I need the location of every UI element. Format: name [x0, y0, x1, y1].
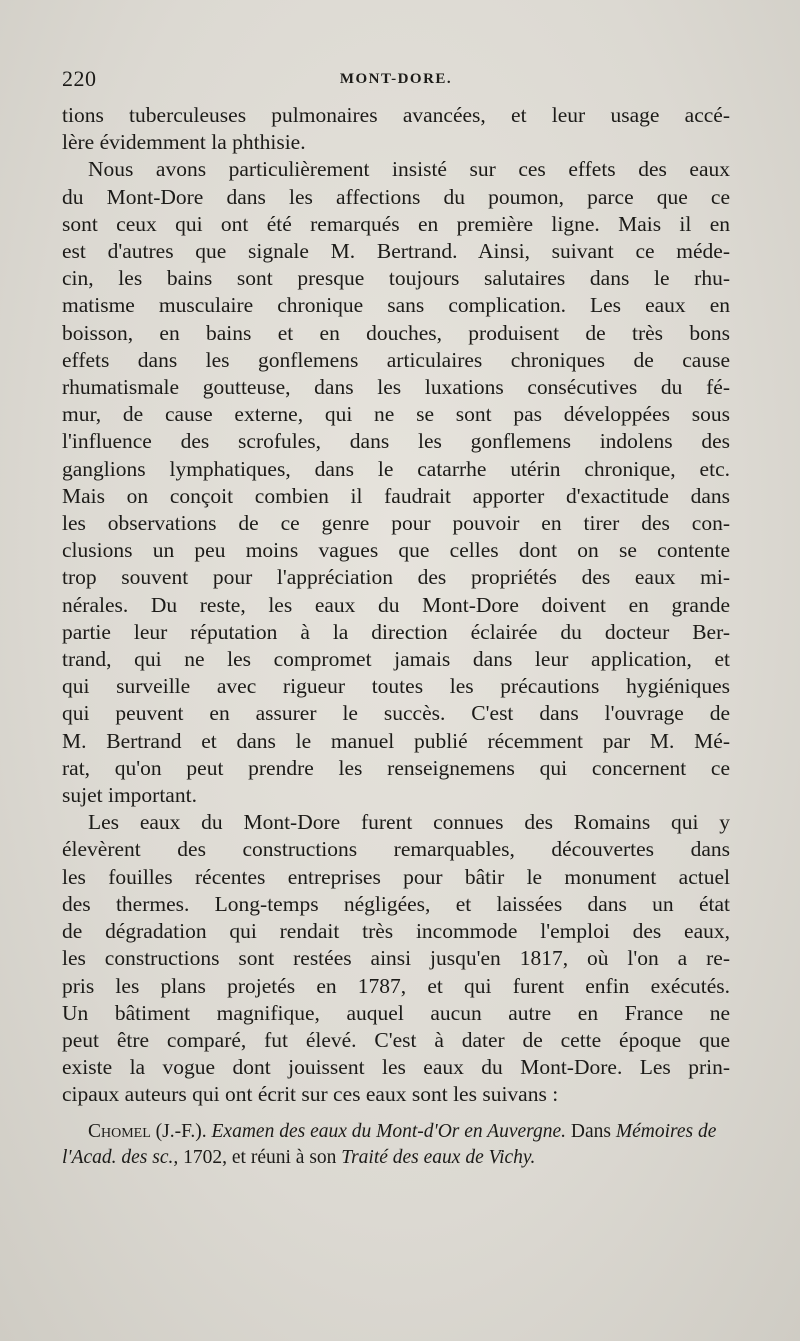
text-line: M. Bertrand et dans le manuel publié récemment par M. Mé- — [62, 728, 730, 753]
text-line: Nous avons particulièrement insisté sur ces effets des eaux — [88, 157, 730, 182]
text-line: rhumatismale goutteuse, dans les luxations consécutives du fé- — [62, 375, 730, 400]
text-line: trand, qui ne les compromet jamais dans leur application, et — [62, 647, 730, 672]
bibliography-year: 1702, et réuni à son — [183, 1146, 337, 1168]
text-line: boisson, en bains et en douches, produisent de très bons — [62, 320, 730, 345]
text-line: lère évidemment la phthisie. — [62, 130, 306, 155]
text-line: de dégradation qui rendait très incommode l'emploi des eaux, — [62, 919, 730, 944]
text-line: trop souvent pour l'appréciation des propriétés des eaux mi- — [62, 565, 730, 590]
text-line: peut être comparé, fut élevé. C'est à dater de cette époque que — [62, 1027, 730, 1052]
paragraph-continuation — [62, 102, 730, 156]
text-line: Les eaux du Mont-Dore furent connues des Romains qui y — [88, 810, 730, 835]
text-line: des thermes. Long-temps négligées, et laissées dans un état — [62, 891, 730, 916]
paragraph-history — [62, 809, 730, 1108]
bibliography-second-work: Traité des eaux de — [341, 1146, 484, 1168]
text-line: tions tuberculeuses pulmonaires avancées, et leur usage accé- — [62, 103, 730, 127]
text-line: sujet important. — [62, 783, 197, 808]
text-line: existe la vogue dont jouissent les eaux du Mont-Dore. Les prin- — [62, 1055, 730, 1080]
bibliography-title: Examen des eaux du Mont-d'Or en Auvergne. — [211, 1120, 567, 1142]
body-text — [62, 102, 730, 1171]
text-line: nérales. Du reste, les eaux du Mont-Dore doivent en grande — [62, 592, 730, 617]
bibliography-collection: Mémoires de l'Acad. des sc., — [62, 1120, 717, 1168]
text-line: est d'autres que signale M. Bertrand. Ainsi, suivant ce méde- — [62, 239, 730, 264]
text-line: ganglions lymphatiques, dans le catarrhe utérin chronique, etc. — [62, 456, 730, 481]
text-line: clusions un peu moins vagues que celles dont on se contente — [62, 538, 730, 563]
bibliography-author: Chomel (J.-F.). — [88, 1120, 207, 1142]
text-line: les observations de ce genre pour pouvoir en tirer des con- — [62, 511, 730, 536]
bibliography-second-work-end: Vichy. — [488, 1146, 536, 1168]
text-line: Mais on conçoit combien il faudrait apporter d'exactitude dans — [62, 483, 730, 508]
bibliography-entry — [62, 1119, 730, 1171]
text-line: Un bâtiment magnifique, auquel aucun autre en France ne — [62, 1000, 730, 1025]
text-line: matisme musculaire chronique sans complication. Les eaux en — [62, 293, 730, 318]
text-line: cipaux auteurs qui ont écrit sur ces eaux sont les suivans : — [62, 1082, 559, 1107]
page-header — [62, 66, 730, 96]
running-title: MONT-DORE. — [339, 71, 453, 87]
text-line: qui peuvent en assurer le succès. C'est dans l'ouvrage de — [62, 701, 730, 726]
text-line: qui surveille avec rigueur toutes les précautions hygiéniques — [62, 674, 730, 699]
bibliography-in: Dans — [570, 1120, 611, 1142]
text-line: rat, qu'on peut prendre les renseignemens qui concernent ce — [62, 755, 730, 780]
text-line: du Mont-Dore dans les affections du poumon, parce que ce — [62, 184, 730, 209]
text-line: pris les plans projetés en 1787, et qui furent enfin exécutés. — [62, 973, 730, 998]
text-line: l'influence des scrofules, dans les gonflemens indolens des — [62, 429, 730, 454]
text-line: cin, les bains sont presque toujours salutaires dans le rhu- — [62, 266, 730, 291]
paragraph-effects — [62, 156, 730, 809]
page-number: 220 — [62, 66, 97, 91]
text-line: les constructions sont restées ainsi jusqu'en 1817, où l'on a re- — [62, 946, 730, 971]
text-line: partie leur réputation à la direction éclairée du docteur Ber- — [62, 619, 730, 644]
text-line: mur, de cause externe, qui ne se sont pas développées sous — [62, 402, 730, 427]
text-line: effets dans les gonflemens articulaires chroniques de cause — [62, 347, 730, 372]
text-line: élevèrent des constructions remarquables, découvertes dans — [62, 837, 730, 862]
text-line: les fouilles récentes entreprises pour bâtir le monument actuel — [62, 864, 730, 889]
text-line: sont ceux qui ont été remarqués en première ligne. Mais il en — [62, 211, 730, 236]
